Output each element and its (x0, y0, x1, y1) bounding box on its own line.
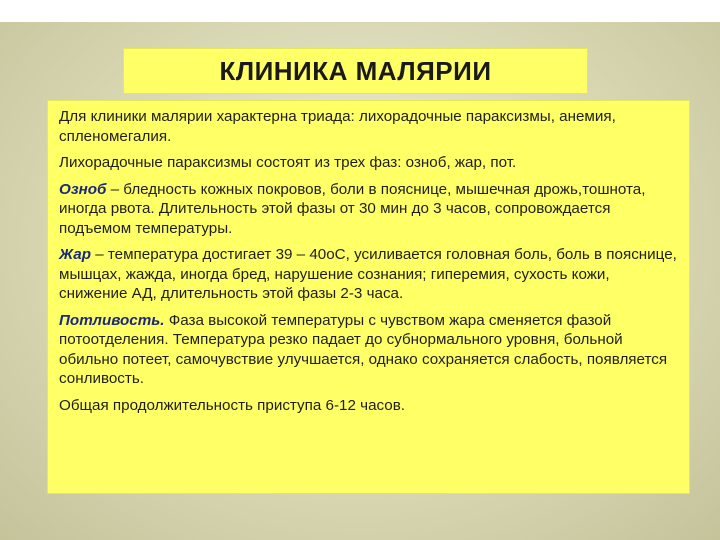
chills-text: – бледность кожных покровов, боли в пояснице, мышечная дрожь,тошнота, иногда рвота. Длительность этой фазы от 30 мин до 3 часов, сопровождается подъемом температуры. (59, 180, 646, 237)
paragraph-triad-text: Для клиники малярии характерна триада: лихорадочные параксизмы, анемия, спленомегалия. (59, 108, 616, 145)
paragraph-fever (59, 245, 677, 304)
chills-lead: Озноб (59, 180, 107, 198)
paragraph-duration (59, 396, 677, 416)
paragraph-phases (59, 153, 677, 173)
sweating-lead: Потливость. (59, 311, 165, 329)
fever-lead: Жар (59, 246, 91, 263)
sweating-text: Фаза высокой температуры с чувством жара сменяется фазой потоотделения. Температура резко падает до субнормального уровня, больной обильно потеет, самочувствие улучшается, однако сохраняется слабость, появляется сонливость. (59, 311, 668, 387)
paragraph-sweating (59, 311, 677, 389)
title-box (123, 48, 588, 94)
fever-text: – температура достигает 39 – 40оС, усиливается головная боль, боль в пояснице, мышцах, жажда, иногда бред, нарушение сознания; гиперемия, сухость кожи, снижение АД, длительность этой фазы 2-3 часа. (59, 246, 677, 302)
content-box (47, 100, 690, 494)
paragraph-triad (59, 107, 677, 146)
paragraph-duration-text: Общая продолжительность приступа 6-12 часов. (59, 396, 406, 414)
paragraph-phases-text: Лихорадочные параксизмы состоят из трех фаз: озноб, жар, пот. (59, 154, 517, 171)
top-strip (0, 0, 720, 22)
paragraph-chills (59, 180, 677, 239)
slide-title: КЛИНИКА МАЛЯРИИ (219, 55, 492, 86)
